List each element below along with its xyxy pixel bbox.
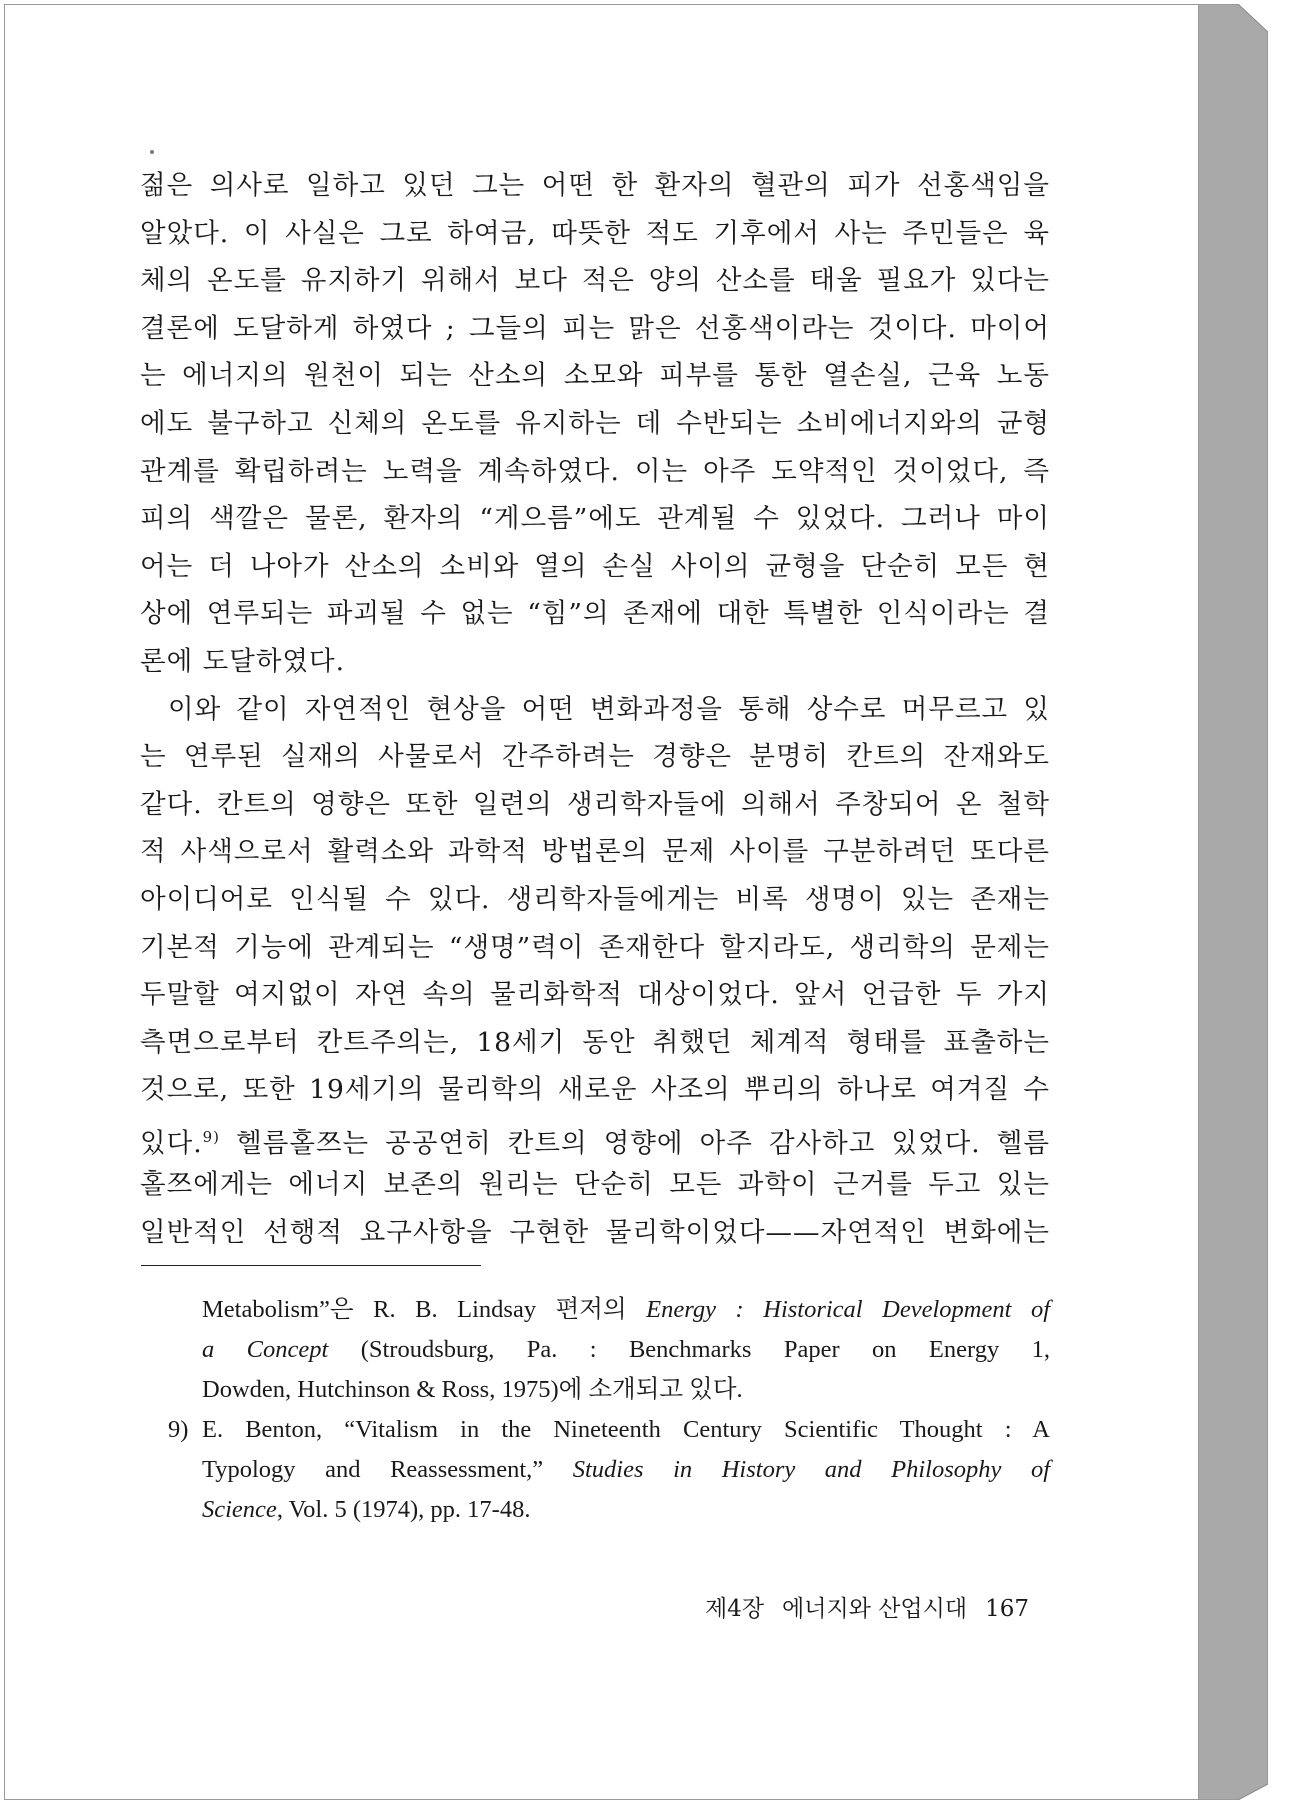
chapter-title: 에너지와 산업시대 [782, 1596, 968, 1622]
text-line: 상에 연루되는 파괴될 수 없는 “힘”의 존재에 대한 특별한 인식이라는 결 [140, 598, 1050, 630]
text-line: 결론에 도달하게 하였다 ; 그들의 피는 맑은 선홍색이라는 것이다. 마이어 [140, 312, 1050, 344]
text-line: 젊은 의사로 일하고 있던 그는 어떤 한 환자의 혈관의 피가 선홍색임을 [140, 170, 1050, 201]
footnote-9-line: Typology and Reassessment,” Studies in History and Philosophy of [202, 1456, 1050, 1483]
footnote-number: 9) [168, 1416, 189, 1443]
footnote-9-line: Science, Vol. 5 (1974), pp. 17-48. [202, 1496, 531, 1523]
text-line: 체의 온도를 유지하기 위해서 보다 적은 양의 산소를 태울 필요가 있다는 [140, 265, 1050, 297]
text-line: 있다.$^{9)}$ 헬름홀쯔는 공공연히 칸트의 영향에 아주 감사하고 있었다. 헬름 [140, 1127, 1050, 1159]
text-line: 것으로, 또한 19세기의 물리학의 새로운 사조의 뿌리의 하나로 여겨질 수 [140, 1074, 1050, 1106]
text-line: 에도 불구하고 신체의 온도를 유지하는 데 수반되는 소비에너지와의 균형 [140, 407, 1050, 439]
book-edge [1198, 4, 1268, 1800]
text-line: 홀쯔에게는 에너지 보존의 원리는 단순히 모든 과학이 근거를 두고 있는 [140, 1169, 1050, 1201]
text-line: 는 연루된 실재의 사물로서 간주하려는 경향은 분명히 칸트의 잔재와도 [140, 741, 1050, 773]
text-line: 어는 더 나아가 산소의 소비와 열의 손실 사이의 균형을 단순히 모든 현 [140, 550, 1050, 582]
text-line: 적 사색으로서 활력소와 과학적 방법론의 문제 사이를 구분하려던 또다른 [140, 836, 1050, 868]
chapter-label: 제4장 [704, 1596, 765, 1622]
text-line: 이와 같이 자연적인 현상을 어떤 변화과정을 통해 상수로 머무르고 있 [168, 693, 1050, 725]
footnote-8-line: Dowden, Hutchinson & Ross, 1975)에 소개되고 있다. [202, 1376, 743, 1403]
text-line: 관계를 확립하려는 노력을 계속하였다. 이는 아주 도약적인 것이었다, 즉 [140, 455, 1050, 487]
page-number: 167 [985, 1596, 1029, 1622]
page-footer [687, 1590, 1029, 1623]
text-line: 론에 도달하였다. [140, 645, 346, 677]
text-line: 아이디어로 인식될 수 있다. 생리학자들에게는 비록 생명이 있는 존재는 [140, 883, 1050, 915]
print-speck [150, 150, 154, 154]
footnotes [168, 1290, 1050, 1530]
text-line: 기본적 기능에 관계되는 “생명”력이 존재한다 할지라도, 생리학의 문제는 [140, 931, 1050, 963]
text-line: 알았다. 이 사실은 그로 하여금, 따뜻한 적도 기후에서 사는 주민들은 육 [140, 217, 1050, 249]
footnote-ref: 9) [202, 1127, 221, 1146]
main-text [140, 162, 1050, 1257]
text-line: 일반적인 선행적 요구사항을 구현한 물리학이었다——자연적인 변화에는 [140, 1217, 1050, 1249]
footnote-8-line: Metabolism”은 R. B. Lindsay 편저의 Energy : Historical Development of [202, 1296, 1051, 1323]
text-line: 측면으로부터 칸트주의는, 18세기 동안 취했던 체계적 형태를 표출하는 [140, 1026, 1050, 1058]
footnote-8-line: a Concept (Stroudsburg, Pa. : Benchmarks Paper on Energy 1, [202, 1336, 1050, 1363]
text-line: 두말할 여지없이 자연 속의 물리화학적 대상이었다. 앞서 언급한 두 가지 [140, 979, 1050, 1011]
footnote-separator [141, 1265, 481, 1266]
text-line: 피의 색깔은 물론, 환자의 “게으름”에도 관계될 수 있었다. 그러나 마이 [140, 503, 1050, 535]
text-line: 같다. 칸트의 영향은 또한 일련의 생리학자들에 의해서 주창되어 온 철학 [140, 788, 1050, 820]
text-line: 는 에너지의 원천이 되는 산소의 소모와 피부를 통한 열손실, 근육 노동 [140, 360, 1050, 392]
footnote-9-line: 9) E. Benton, “Vitalism in the Nineteenth Century Scientific Thought : A [168, 1410, 1050, 1450]
